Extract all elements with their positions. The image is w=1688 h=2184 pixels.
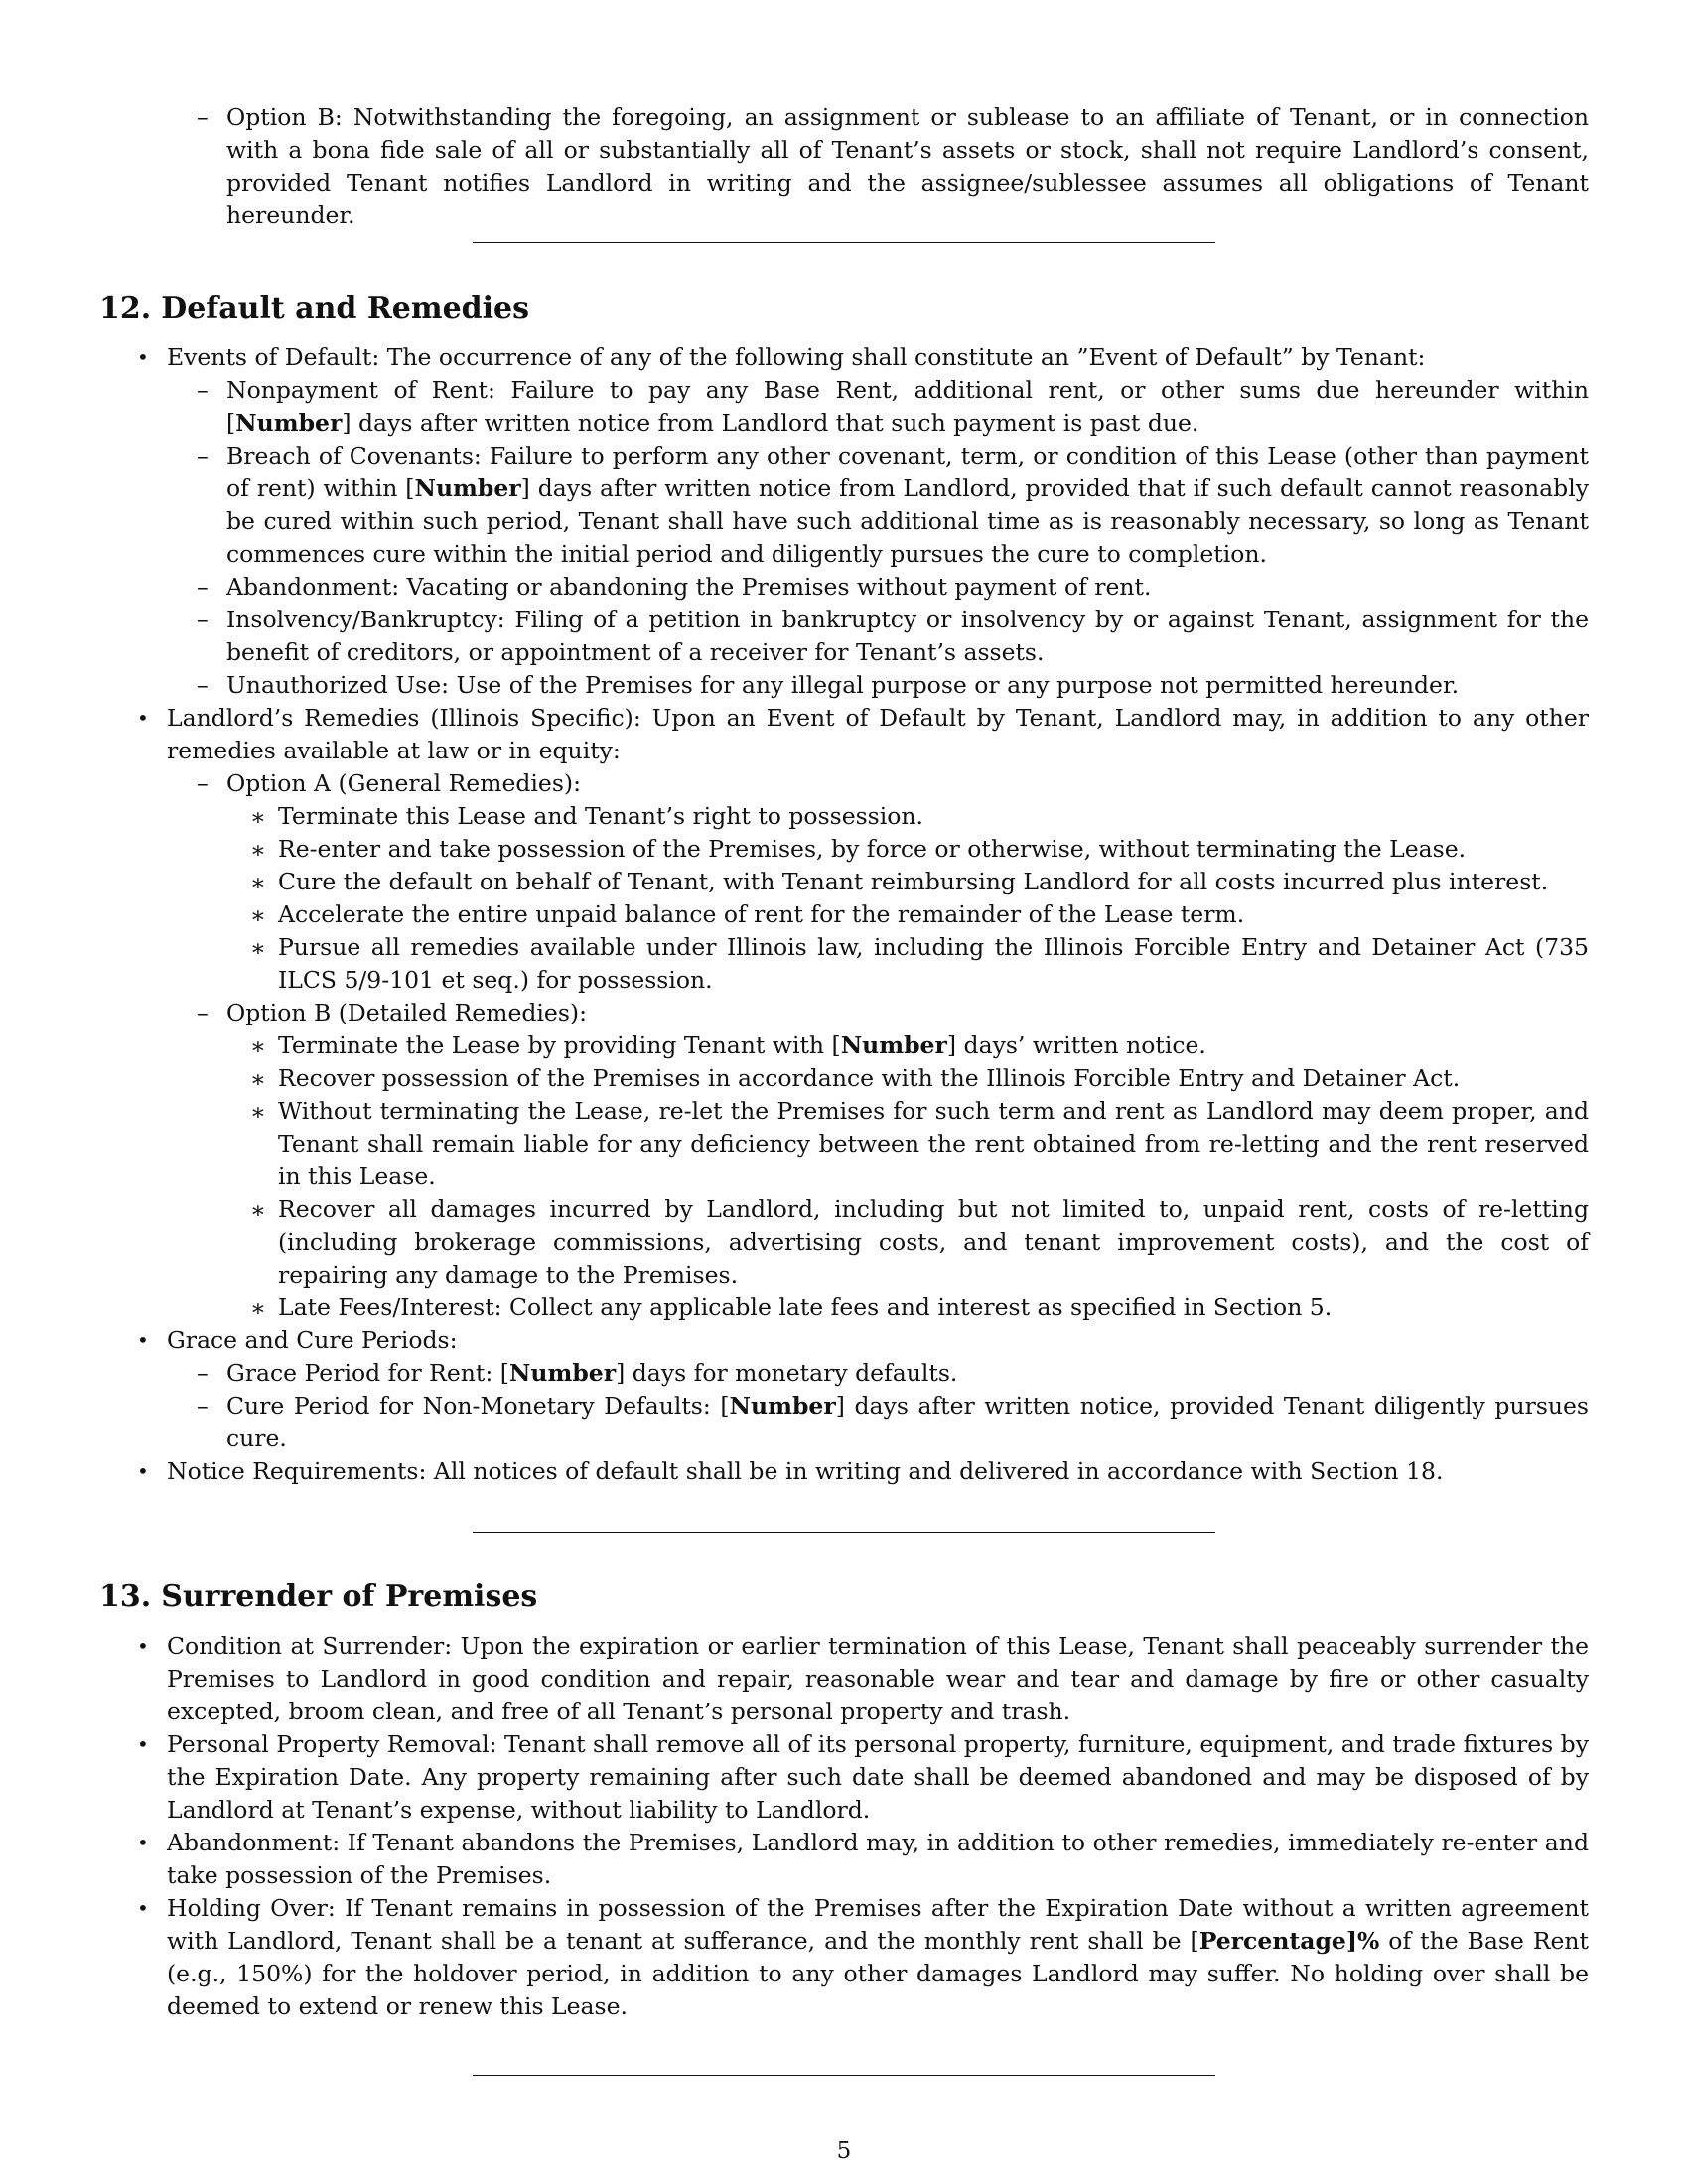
bullet-marker: • <box>137 1459 149 1483</box>
placeholder-number: Number <box>508 1359 617 1387</box>
item-text: Late Fees/Interest: Collect any applicable late fees and interest as specified in Section 5. <box>278 1294 1333 1321</box>
placeholder-number: Number <box>729 1392 836 1420</box>
dash-marker: – <box>197 1392 209 1420</box>
item-text: Nonpayment of Rent: Failure to pay any Base Rent, additional rent, or other sums due hereunder within [ <box>226 376 1589 437</box>
item-text: Option A (General Remedies): <box>226 769 581 797</box>
item-text: Terminate this Lease and Tenant’s right to possession. <box>278 802 923 830</box>
list-item-option-a-3 <box>250 866 1589 898</box>
item-text: Personal Property Removal: Tenant shall remove all of its personal property, furniture, equipment, and trade fixtures by the Expiration Date. Any property remaining after such date shall be deemed abandoned and may be disposed of by Landlord at Tenant’s expense, without liability to Landlord. <box>167 1730 1589 1824</box>
dash-marker: – <box>197 999 209 1026</box>
item-text: Notice Requirements: All notices of default shall be in writing and delivered in accordance with Section 18. <box>167 1457 1444 1485</box>
star-marker: ∗ <box>250 1032 266 1060</box>
dash-marker: – <box>197 376 209 404</box>
item-text: Recover all damages incurred by Landlord, including but not limited to, unpaid rent, costs of re-letting (including brokerage commissions, advertising costs, and tenant improvement costs), and the cost of repairing any damage to the Premises. <box>278 1195 1589 1289</box>
section-number: 12. <box>99 291 152 326</box>
bullet-marker: • <box>137 1634 149 1658</box>
list-item-option-b-4 <box>250 1193 1589 1292</box>
item-text: of the Base Rent (e.g., 150%) for the holdover period, in addition to any other damages Landlord may suffer. No holding over shall be deemed to extend or renew this Lease. <box>167 1927 1589 2020</box>
item-text: Abandonment: Vacating or abandoning the Premises without payment of rent. <box>226 573 1152 601</box>
page-number: 5 <box>836 2138 852 2164</box>
list-item-events-of-default <box>137 341 1589 374</box>
dash-marker: – <box>197 769 209 797</box>
list-item-insolvency <box>197 604 1589 669</box>
item-text: Holding Over: If Tenant remains in possession of the Premises after the Expiration Date without a written agreement with Landlord, Tenant shall be a tenant at sufferance, and the monthly rent shall be [ <box>167 1894 1589 1955</box>
dash-marker: – <box>197 442 209 470</box>
item-text: Re-enter and take possession of the Premises, by force or otherwise, without terminating the Lease. <box>278 835 1467 863</box>
item-text: Abandonment: If Tenant abandons the Premises, Landlord may, in addition to other remedies, immediately re-enter and take possession of the Premises. <box>167 1829 1589 1889</box>
item-text: Cure Period for Non-Monetary Defaults: [ <box>226 1392 730 1420</box>
section-title: Surrender of Premises <box>161 1579 538 1614</box>
star-marker: ∗ <box>250 1295 266 1322</box>
star-marker: ∗ <box>250 901 266 929</box>
list-item-option-a-4 <box>250 898 1589 931</box>
dash-marker: – <box>197 573 209 601</box>
dash-marker: – <box>197 1359 209 1387</box>
section-divider <box>473 242 1215 243</box>
section-number: 13. <box>99 1579 152 1614</box>
percent-suffix: ]% <box>1345 1927 1380 1955</box>
item-text: ] days for monetary defaults. <box>616 1359 958 1387</box>
list-item-notice <box>137 1455 1589 1488</box>
item-text: Grace Period for Rent: [ <box>226 1359 509 1387</box>
dash-marker: – <box>197 103 209 131</box>
list-item-option-b <box>197 997 1589 1029</box>
item-text: Pursue all remedies available under Illinois law, including the Illinois Forcible Entry and Detainer Act (735 ILCS 5/9-101 et seq.) for possession. <box>278 933 1589 994</box>
placeholder-percentage: Percentage <box>1198 1927 1346 1955</box>
list-item-grace-cure <box>137 1324 1589 1357</box>
star-marker: ∗ <box>250 1065 266 1093</box>
star-marker: ∗ <box>250 869 266 896</box>
star-marker: ∗ <box>250 803 266 831</box>
list-item-unauthorized-use <box>197 669 1589 702</box>
section-title: Default and Remedies <box>161 291 530 326</box>
bullet-marker: • <box>137 706 149 730</box>
list-item-option-a-1 <box>250 800 1589 833</box>
item-text: Option B (Detailed Remedies): <box>226 999 587 1026</box>
list-item-abandonment-13 <box>137 1827 1589 1892</box>
item-text: ] days’ written notice. <box>946 1031 1206 1059</box>
star-marker: ∗ <box>250 934 266 962</box>
star-marker: ∗ <box>250 1196 266 1224</box>
list-item-option-a <box>197 767 1589 800</box>
list-item-breach-of-covenants <box>197 440 1589 571</box>
list-item-option-b-2 <box>250 1062 1589 1095</box>
list-item-cure-period <box>197 1390 1589 1455</box>
list-item-landlord-remedies <box>137 702 1589 767</box>
list-item-personal-property <box>137 1728 1589 1827</box>
list-item-option-b-assignment <box>197 101 1589 232</box>
item-text: Events of Default: The occurrence of any of the following shall constitute an ”Event of Default” by Tenant: <box>167 343 1426 371</box>
placeholder-number: Number <box>414 475 521 502</box>
star-marker: ∗ <box>250 836 266 864</box>
list-item-option-b-1 <box>250 1029 1589 1062</box>
item-text: Condition at Surrender: Upon the expiration or earlier termination of this Lease, Tenant shall peaceably surrender the Premises to Landlord in good condition and repair, reasonable wear and tear and damage by fire or other casualty excepted, broom clean, and free of all Tenant’s personal property and trash. <box>167 1632 1589 1725</box>
list-item-option-a-2 <box>250 833 1589 866</box>
dash-marker: – <box>197 606 209 633</box>
section-divider <box>473 2075 1215 2076</box>
item-text: Unauthorized Use: Use of the Premises for any illegal purpose or any purpose not permitted hereunder. <box>226 671 1460 699</box>
list-item-grace-rent <box>197 1357 1589 1390</box>
item-text: ] days after written notice from Landlord that such payment is past due. <box>342 409 1199 437</box>
bullet-marker: • <box>137 1732 149 1756</box>
item-text: Without terminating the Lease, re-let the Premises for such term and rent as Landlord may deem proper, and Tenant shall remain liable for any deficiency between the rent obtained from re-letting and the rent reserved in this Lease. <box>278 1097 1589 1190</box>
item-text: ] days after written notice from Landlord, provided that if such default cannot reasonably be cured within such period, Tenant shall have such additional time as is reasonably necessary, so long as Tenant commences cure within the initial period and diligently pursues the cure to completion. <box>226 475 1589 568</box>
item-text: Cure the default on behalf of Tenant, with Tenant reimbursing Landlord for all costs incurred plus interest. <box>278 868 1549 895</box>
section-heading-13 <box>99 1577 537 1617</box>
item-text: Recover possession of the Premises in accordance with the Illinois Forcible Entry and Detainer Act. <box>278 1064 1461 1092</box>
item-text: Insolvency/Bankruptcy: Filing of a petition in bankruptcy or insolvency by or against Tenant, assignment for the benefit of creditors, or appointment of a receiver for Tenant’s assets. <box>226 606 1589 666</box>
placeholder-number: Number <box>840 1031 947 1059</box>
item-text: Grace and Cure Periods: <box>167 1326 458 1354</box>
list-item-condition <box>137 1630 1589 1728</box>
list-item-option-b-5 <box>250 1292 1589 1324</box>
list-item-holding-over <box>137 1892 1589 2023</box>
bullet-marker: • <box>137 345 149 369</box>
item-text: Terminate the Lease by providing Tenant with [ <box>278 1031 841 1059</box>
section-heading-12 <box>99 289 529 329</box>
list-item-option-b-3 <box>250 1095 1589 1193</box>
item-text: ] days after written notice, provided Tenant diligently pursues cure. <box>226 1392 1589 1452</box>
section-divider <box>473 1532 1215 1533</box>
list-item-option-a-5 <box>250 931 1589 997</box>
item-text: Landlord’s Remedies (Illinois Specific): Upon an Event of Default by Tenant, Landlord may, in addition to any other remedies available at law or in equity: <box>167 704 1589 764</box>
bullet-marker: • <box>137 1328 149 1352</box>
item-text: Breach of Covenants: Failure to perform any other covenant, term, or condition of this Lease (other than payment of rent) within [ <box>226 442 1589 502</box>
list-item-abandonment <box>197 571 1589 604</box>
star-marker: ∗ <box>250 1098 266 1126</box>
item-text: Accelerate the entire unpaid balance of rent for the remainder of the Lease term. <box>278 900 1245 928</box>
placeholder-number: Number <box>235 409 343 437</box>
dash-marker: – <box>197 671 209 699</box>
bullet-marker: • <box>137 1831 149 1854</box>
bullet-marker: • <box>137 1896 149 1920</box>
item-text: Option B: Notwithstanding the foregoing, an assignment or sublease to an affiliate of Tenant, or in connection with a bona fide sale of all or substantially all of Tenant’s assets or stock, shall not require Landlord’s consent, provided Tenant notifies Landlord in writing and the assignee/sublessee assumes all obligations of Tenant hereunder. <box>226 103 1589 229</box>
list-item-nonpayment <box>197 374 1589 440</box>
